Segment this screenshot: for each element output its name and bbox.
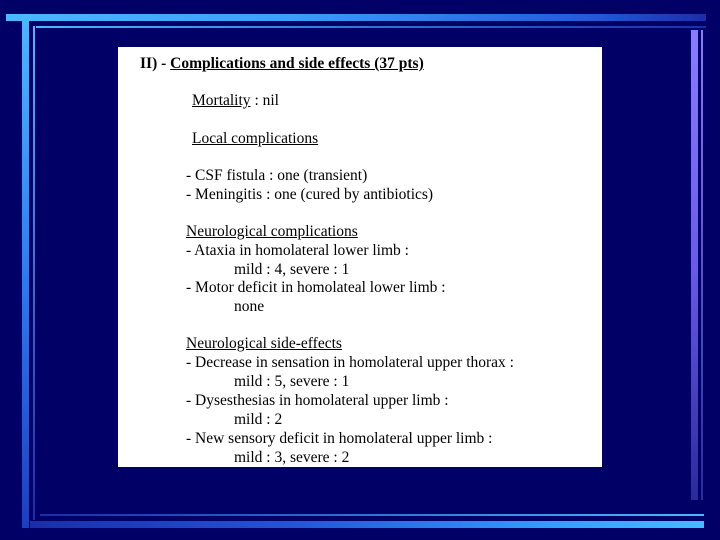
list-item: - New sensory deficit in homolateral upper limb : bbox=[186, 430, 493, 447]
list-item: - Meningitis : one (cured by antibiotics) bbox=[186, 186, 434, 203]
heading-title: Complications and side effects (37 pts) bbox=[170, 55, 424, 72]
list-item-detail: mild : 4, severe : 1 bbox=[234, 261, 350, 278]
list-item-detail: mild : 5, severe : 1 bbox=[234, 373, 350, 390]
decorative-left-bar bbox=[22, 14, 29, 528]
decorative-top-thin-bar bbox=[36, 26, 706, 28]
section-heading bbox=[140, 55, 424, 73]
decorative-bottom-thin-bar bbox=[40, 514, 704, 516]
list-item: - Dysesthesias in homolateral upper limb : bbox=[186, 392, 449, 409]
local-complications-heading: Local complications bbox=[192, 130, 319, 147]
heading-prefix: II) - bbox=[140, 55, 171, 72]
list-item-detail: none bbox=[234, 298, 265, 315]
list-item: - Ataxia in homolateral lower limb : bbox=[186, 242, 409, 259]
decorative-right-bar bbox=[691, 30, 698, 500]
list-item-detail: mild : 2 bbox=[234, 411, 283, 428]
list-item-detail: mild : 3, severe : 2 bbox=[234, 449, 350, 466]
decorative-bottom-bar bbox=[30, 521, 704, 528]
list-item: - Motor deficit in homolateal lower limb : bbox=[186, 279, 446, 296]
neurological-complications-heading: Neurological complications bbox=[186, 223, 358, 240]
mortality-value: : nil bbox=[250, 92, 279, 109]
neurological-side-effects-heading: Neurological side-effects bbox=[186, 335, 342, 352]
scanned-document-image bbox=[118, 47, 602, 467]
mortality-line bbox=[192, 92, 279, 110]
list-item: - Decrease in sensation in homolateral upper thorax : bbox=[186, 354, 514, 371]
decorative-top-bar bbox=[6, 14, 706, 21]
decorative-right-thin-bar bbox=[701, 30, 703, 500]
decorative-left-thin-bar bbox=[33, 26, 35, 520]
list-item: - CSF fistula : one (transient) bbox=[186, 167, 368, 184]
mortality-label: Mortality bbox=[192, 92, 251, 109]
